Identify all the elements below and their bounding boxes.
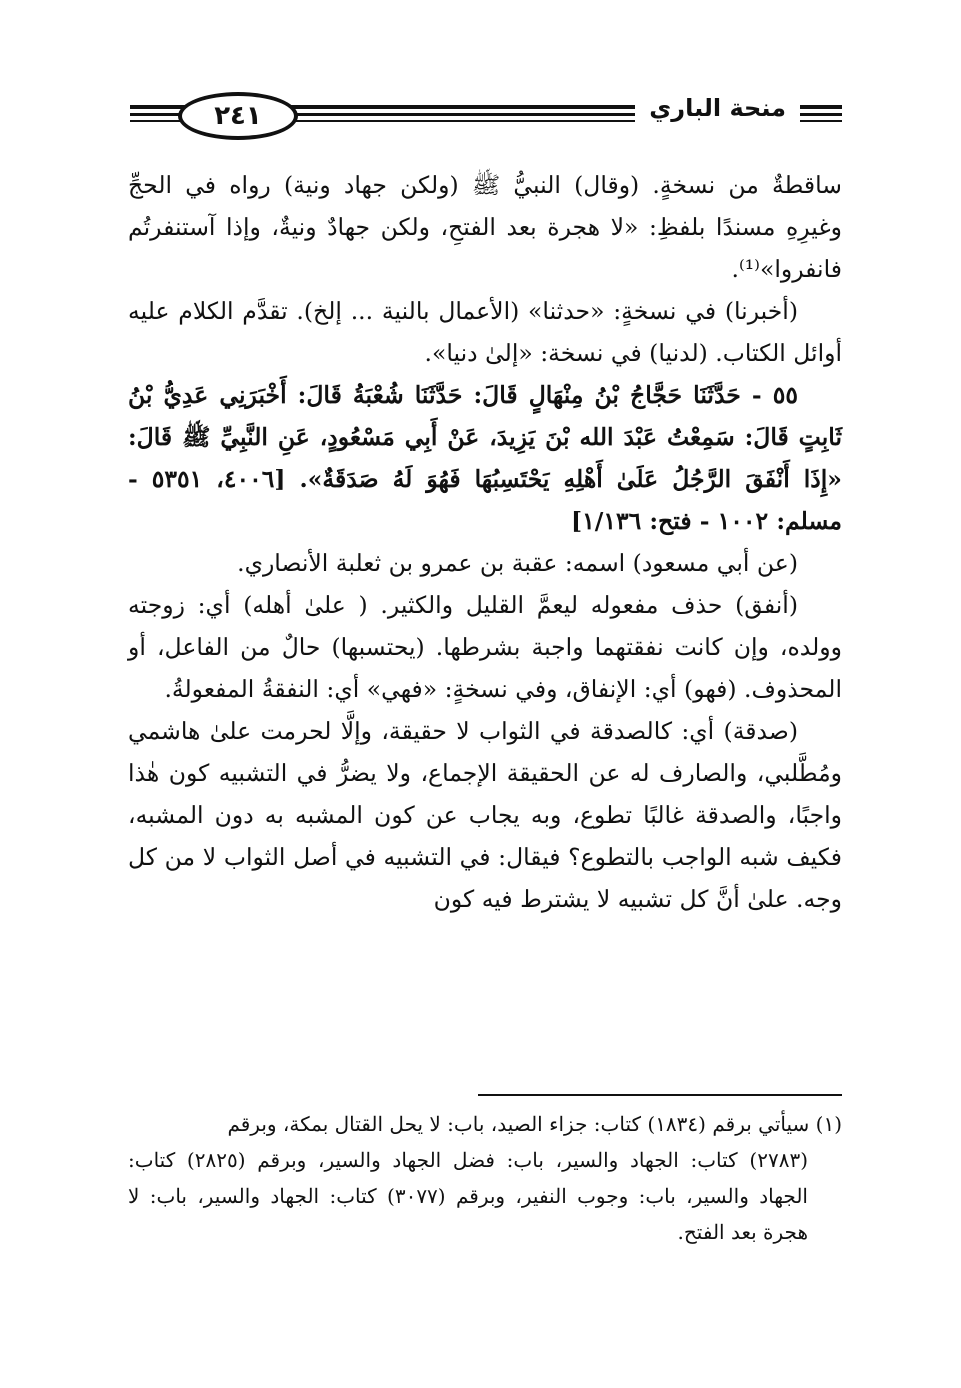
hadith-55: ٥٥ - حَدَّثَنَا حَجَّاجُ بْنُ مِنْهَالٍ قَالَ: حَدَّثَنَا شُعْبَةُ قَالَ: أَخْبَرَنِي عَدِيُّ بْنُ ثَابِتٍ قَالَ: سَمِعْتُ عَبْدَ الله بْنَ يَزِيدَ، عَنْ أَبِي مَسْعُودٍ، عَنِ النَّبِيِّ ﷺ قَالَ: «إِذَا أَنْفَقَ الرَّجُلُ عَلَىٰ أَهْلِهِ يَحْتَسِبُهَا فَهُوَ لَهُ صَدَقَةٌ». [٤٠٠٦، ٥٣٥١ - مسلم: ١٠٠٢ - فتح: ١/١٣٦] [128, 381, 842, 535]
paragraph-2: (أخبرنا) في نسخةٍ: «حدثنا» (الأعمال بالنية ... إلخ). تقدَّم الكلام عليه أوائل الكتاب. (لدنيا) في نسخة: «إلىٰ دنيا». [128, 297, 842, 367]
footnote-1-continuation: (٢٧٨٣) كتاب: الجهاد والسير، باب: فضل الجهاد والسير، وبرقم (٢٨٢٥) كتاب: الجهاد والسير، باب: وجوب النفير، وبرقم (٣٠٧٧) كتاب: الجهاد والسير، باب: لا هجرة بعد الفتح. [128, 1148, 808, 1244]
book-title: منحة الباري [635, 94, 800, 122]
footnotes [128, 1106, 842, 1250]
paragraph-4: (عن أبي مسعود) اسمه: عقبة بن عمرو بن ثعلبة الأنصاري. [237, 549, 798, 577]
main-text [128, 164, 842, 920]
paragraph-6: (صدقة) أي: كالصدقة في الثواب لا حقيقة، وإلَّا لحرمت علىٰ هاشمي ومُطَّلبي، والصارف له عن الحقيقة الإجماع، ولا يضرُّ في التشبيه كون هٰذا واجبًا، والصدقة غالبًا تطوع، وبه يجاب عن كون المشبه به دون المشبه، فكيف شبه الواجب بالتطوع؟ فيقال: في التشبيه في أصل الثواب لا من كل وجه. علىٰ أنَّ كل تشبيه لا يشترط فيه كون [128, 717, 842, 913]
footnote-1-line-1: (١) سيأتي برقم (١٨٣٤) كتاب: جزاء الصيد، باب: لا يحل القتال بمكة، وبرقم [227, 1112, 842, 1136]
footnote-separator [478, 1094, 842, 1096]
paragraph-1: ساقطةٌ من نسخةٍ. (وقال) النبيُّ ﷺ (ولكن جهاد ونية) رواه في الحجِّ وغيرِهِ مسندًا بلفظِ: «لا هجرة بعد الفتحِ، ولكن جهادٌ ونيةٌ، وإذا آستنفرتُم فانفروا»⁽¹⁾. [128, 171, 842, 283]
page-number: ٢٤١ [178, 92, 298, 140]
paragraph-5: (أنفق) حذف مفعوله ليعمَّ القليل والكثير. ( علىٰ أهله) أي: زوجته وولده، وإن كانت نفقتهما واجبة بشرطها. (يحتسبها) حالٌ من الفاعل، أو المحذوف. (فهو) أي: الإنفاق، وفي نسخةٍ: «فهي» أي: النفقةُ المفعولةُ. [128, 591, 842, 703]
running-header [130, 92, 842, 140]
